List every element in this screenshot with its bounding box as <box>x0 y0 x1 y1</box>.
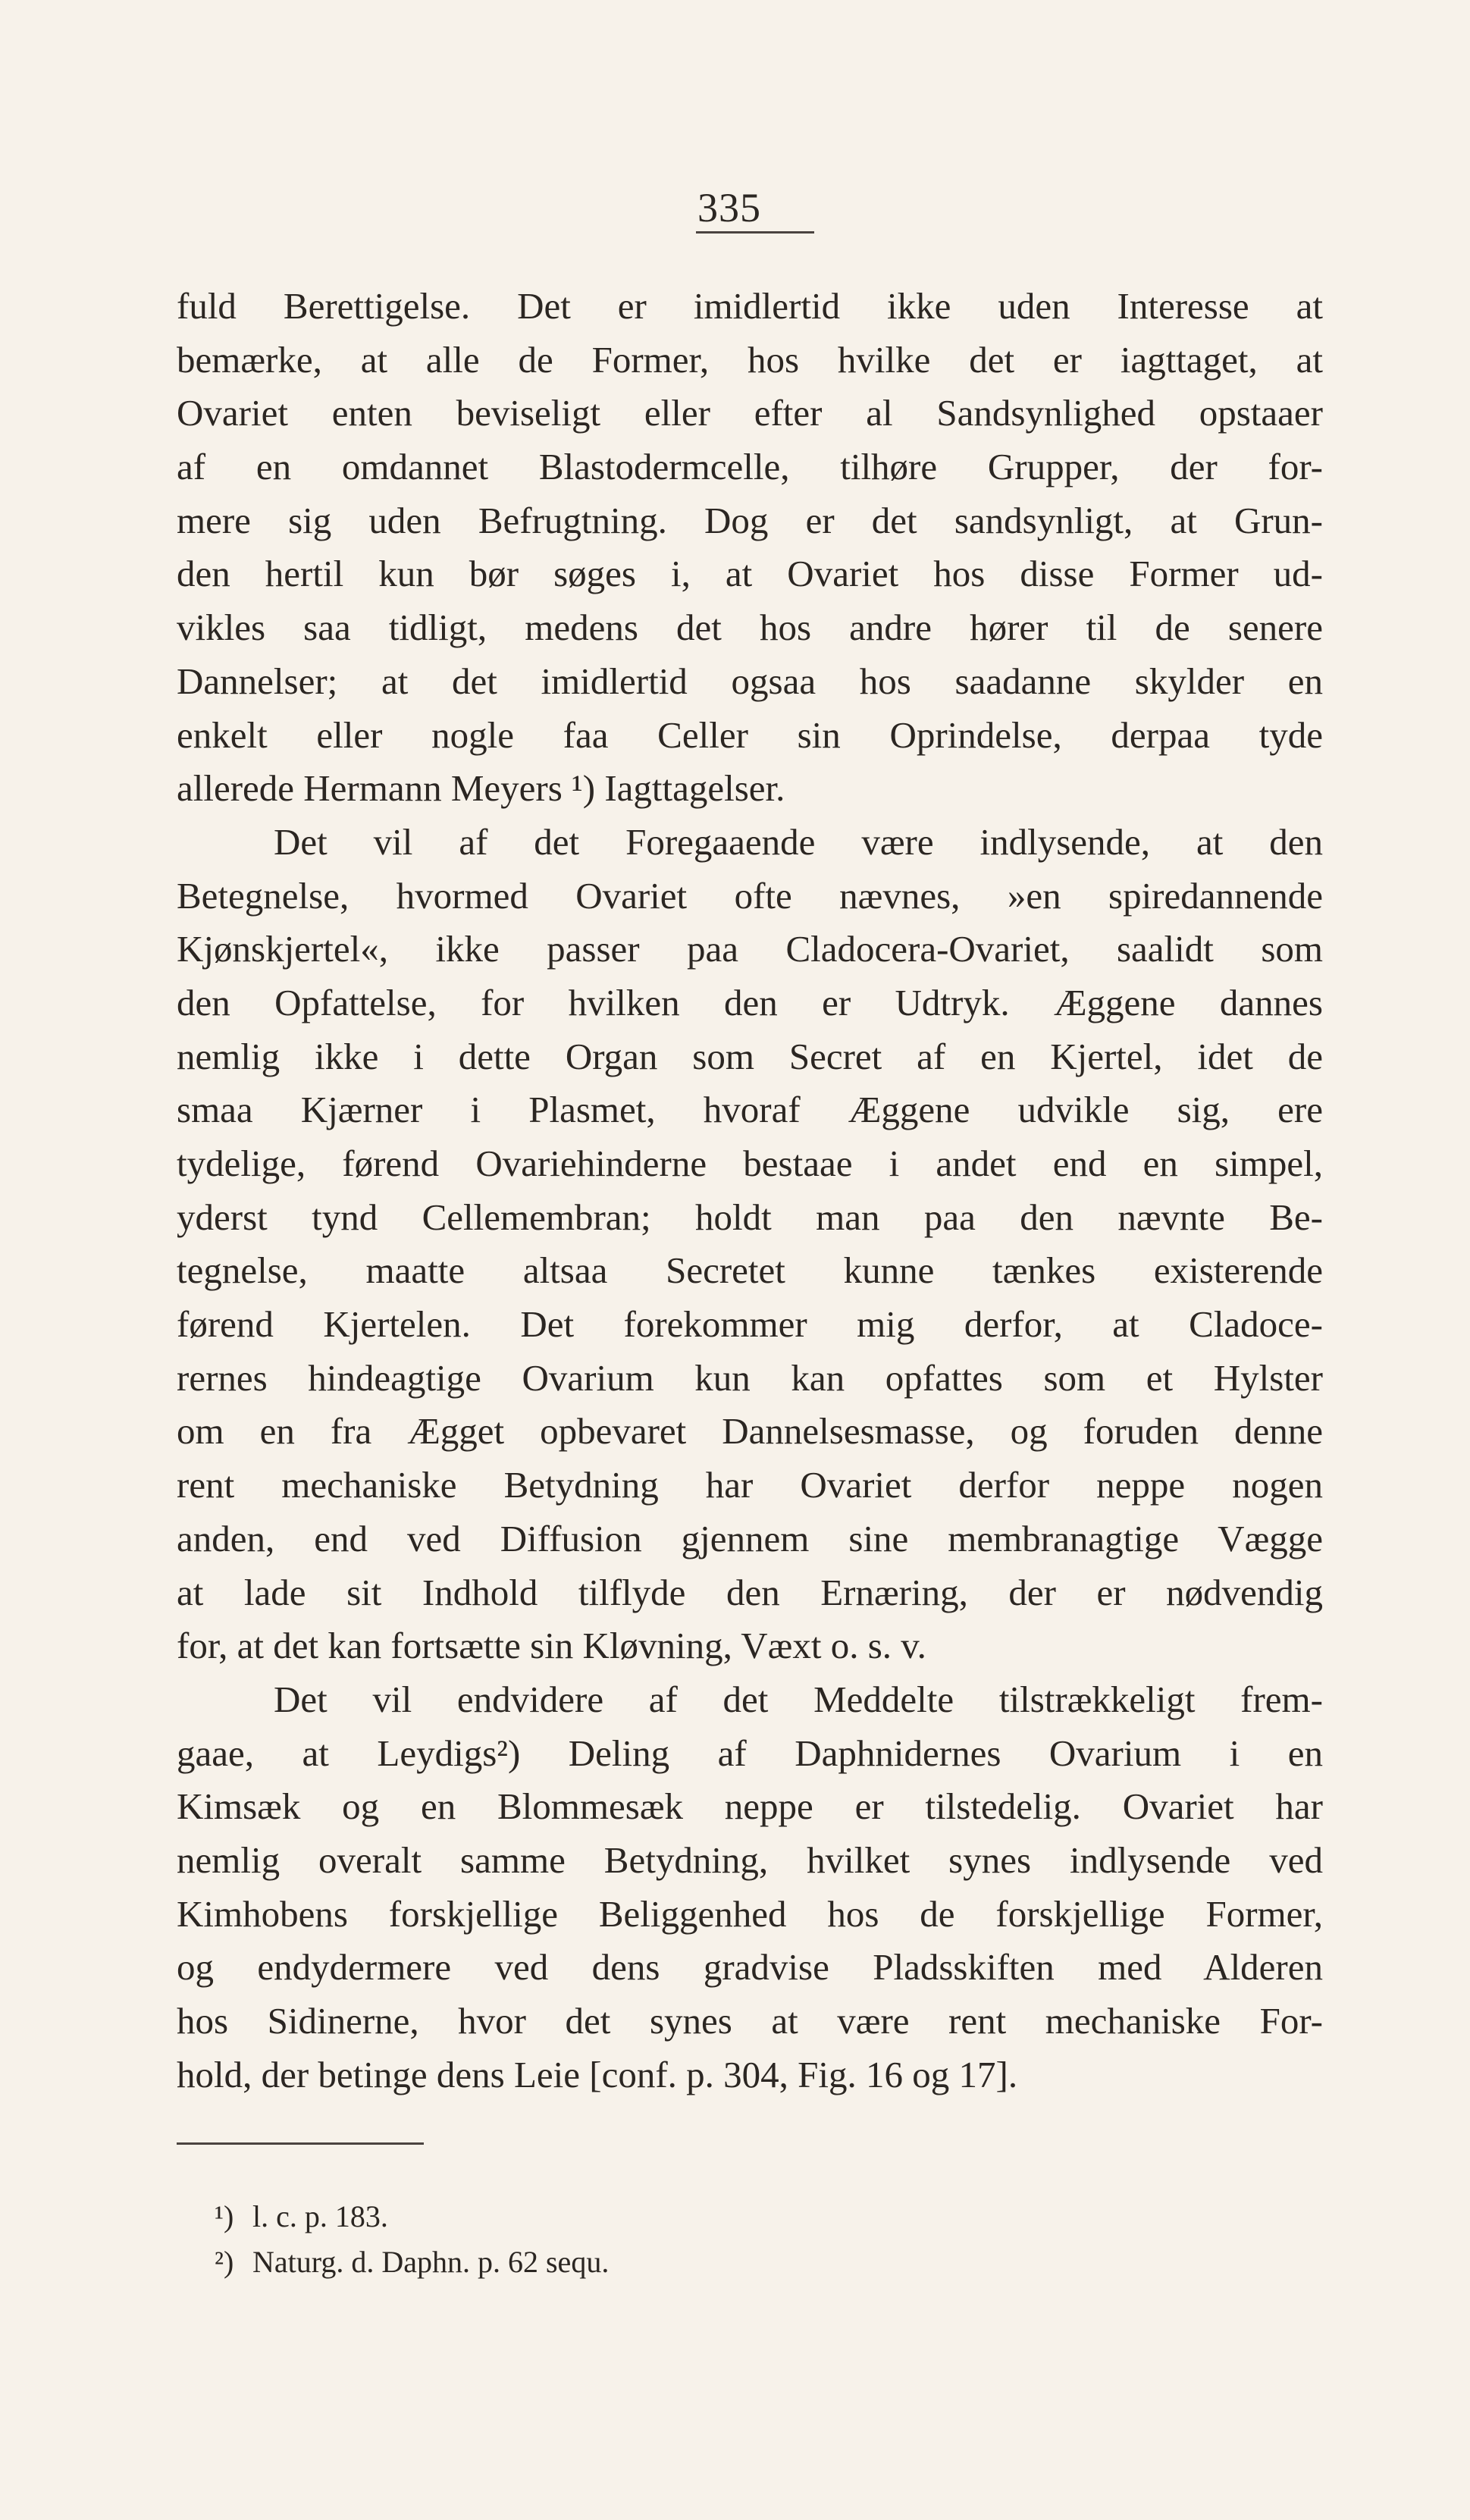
text-line: smaa Kjærner i Plasmet, hvoraf Æggene udvikle sig, ere <box>177 1089 1323 1131</box>
text-line: nemlig ikke i dette Organ som Secret af en Kjertel, idet de <box>177 1035 1323 1077</box>
text-line: hold, der betinge dens Leie [conf. p. 304, Fig. 16 og 17]. <box>177 2053 1018 2095</box>
text-line: og endydermere ved dens gradvise Pladsskiften med Alderen <box>177 1946 1323 1989</box>
text-line: Kimsæk og en Blommesæk neppe er tilstedelig. Ovariet har <box>177 1785 1323 1828</box>
page-number-underline <box>696 231 814 234</box>
text-line: enkelt eller nogle faa Celler sin Oprindelse, derpaa tyde <box>177 713 1323 756</box>
text-line: gaae, at Leydigs²) Deling af Daphnidernes Ovarium i en <box>177 1732 1323 1774</box>
footnote-text: l. c. p. 183. <box>252 2199 388 2233</box>
text-line: rent mechaniske Betydning har Ovariet derfor neppe nogen <box>177 1464 1323 1506</box>
text-line: den Opfattelse, for hvilken den er Udtryk. Æggene dannes <box>177 981 1323 1023</box>
text-line: Kimhobens forskjellige Beliggenhed hos de forskjellige Former, <box>177 1892 1323 1935</box>
text-line: den hertil kun bør søges i, at Ovariet hos disse Former ud- <box>177 553 1323 595</box>
text-line: Dannelser; at det imidlertid ogsaa hos saadanne skylder en <box>177 660 1323 702</box>
text-line: yderst tynd Cellemembran; holdt man paa den nævnte Be- <box>177 1196 1323 1238</box>
text-line: Ovariet enten beviseligt eller efter al Sandsynlighed opstaaer <box>177 392 1323 434</box>
text-line: vikles saa tidligt, medens det hos andre hører til de senere <box>177 606 1323 649</box>
text-line: hos Sidinerne, hvor det synes at være rent mechaniske For- <box>177 2000 1323 2042</box>
text-line: tydelige, førend Ovariehinderne bestaae i andet end en simpel, <box>177 1142 1323 1184</box>
text-line: at lade sit Indhold tilflyde den Ernæring, der er nødvendig <box>177 1571 1323 1613</box>
text-line: førend Kjertelen. Det forekommer mig derfor, at Cladoce- <box>177 1303 1323 1346</box>
text-line: bemærke, at alle de Former, hos hvilke det er iagttaget, at <box>177 338 1323 381</box>
text-line: af en omdannet Blastodermcelle, tilhøre Grupper, der for- <box>177 446 1323 488</box>
text-line: om en fra Ægget opbevaret Dannelsesmasse, og foruden denne <box>177 1410 1323 1453</box>
footnote-separator <box>177 2142 424 2145</box>
text-line: tegnelse, maatte altsaa Secretet kunne tænkes existerende <box>177 1249 1323 1292</box>
footnote-1 <box>215 2194 897 2239</box>
page-number: 335 <box>697 185 761 230</box>
footnote-2 <box>215 2239 897 2285</box>
text-line: allerede Hermann Meyers ¹) Iagttagelser. <box>177 767 785 810</box>
footnote-text: Naturg. d. Daphn. p. 62 sequ. <box>252 2245 610 2279</box>
text-line: Kjønskjertel«, ikke passer paa Cladocera-Ovariet, saalidt som <box>177 928 1323 970</box>
text-line: nemlig overalt samme Betydning, hvilket synes indlysende ved <box>177 1838 1323 1881</box>
text-line: anden, end ved Diffusion gjennem sine membranagtige Vægge <box>177 1517 1323 1559</box>
footnotes <box>215 2194 897 2285</box>
text-line: fuld Berettigelse. Det er imidlertid ikke uden Interesse at <box>177 285 1323 327</box>
text-line: mere sig uden Befrugtning. Dog er det sandsynligt, at Grun- <box>177 499 1323 541</box>
footnote-marker: ¹) <box>215 2199 234 2233</box>
text-line: Det vil endvidere af det Meddelte tilstrækkeligt frem- <box>274 1678 1323 1720</box>
body-text <box>177 280 1323 2102</box>
text-line: rernes hindeagtige Ovarium kun kan opfattes som et Hylster <box>177 1356 1323 1399</box>
text-line: Det vil af det Foregaaende være indlysende, at den <box>274 820 1323 863</box>
footnote-marker: ²) <box>215 2245 234 2279</box>
text-line: for, at det kan fortsætte sin Kløvning, Væxt o. s. v. <box>177 1625 926 1667</box>
text-line: Betegnelse, hvormed Ovariet ofte nævnes, »en spiredannende <box>177 874 1323 917</box>
